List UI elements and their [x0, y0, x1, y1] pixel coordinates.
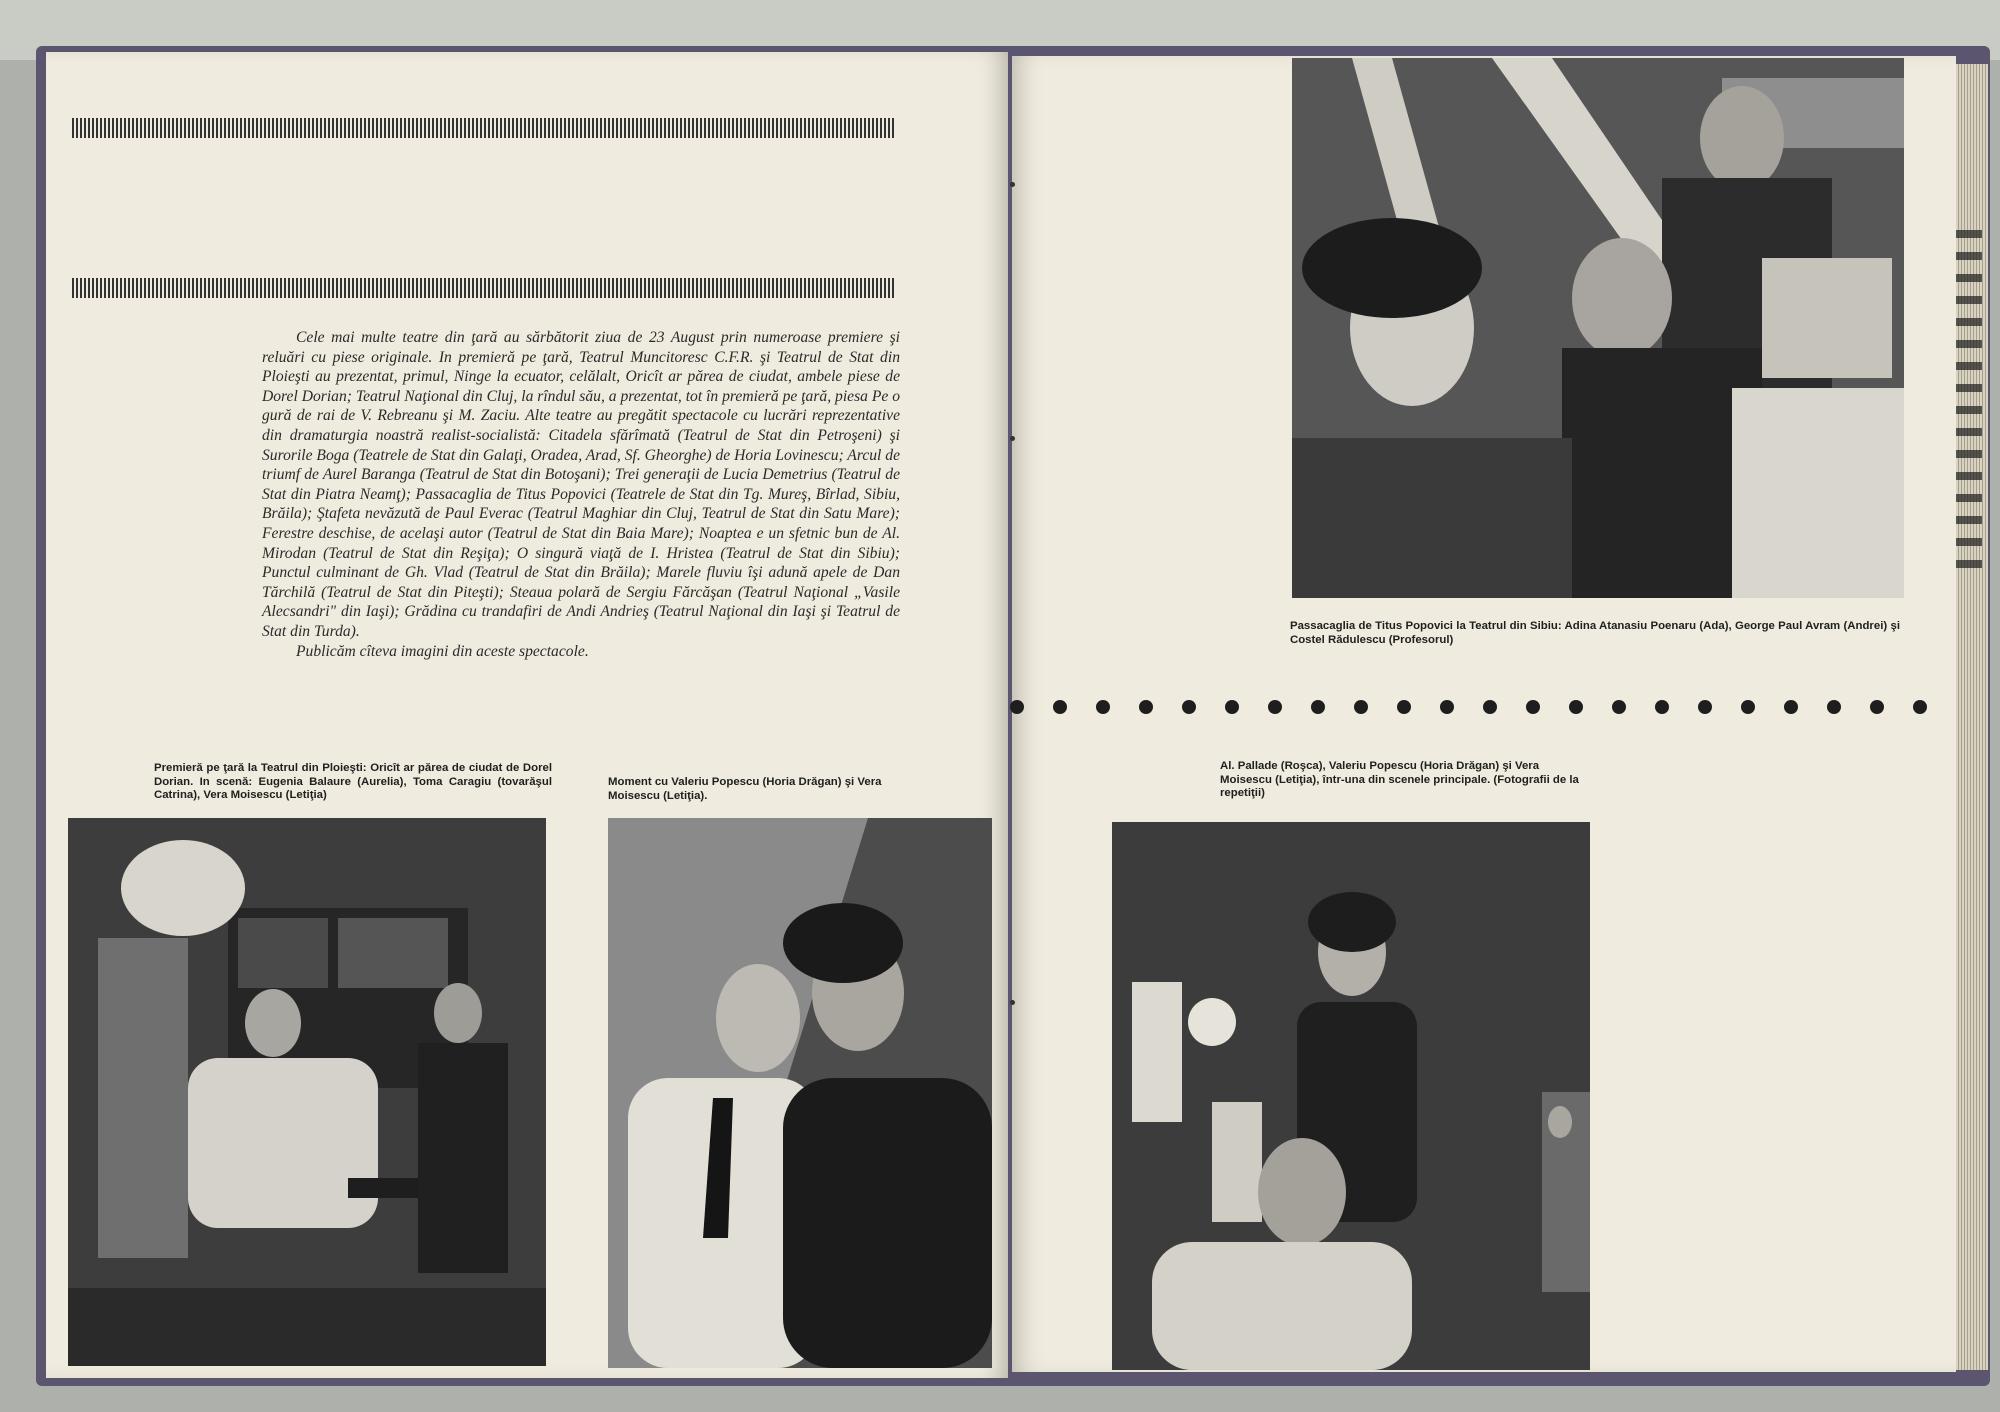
separator-dot	[1698, 700, 1712, 714]
separator-dot	[1096, 700, 1110, 714]
gutter-mark	[1010, 1000, 1015, 1005]
separator-dot	[1053, 700, 1067, 714]
caption-pallade: Al. Pallade (Roşca), Valeriu Popescu (Horia Drăgan) şi Vera Moisescu (Letiţia), într-una din scenele principale. (Fotografii de la repetiţii)	[1220, 760, 1579, 800]
page-edge-marks	[1956, 230, 1982, 570]
separator-dot	[1569, 700, 1583, 714]
separator-dot	[1311, 700, 1325, 714]
title-rule-top	[72, 118, 894, 138]
separator-dot	[1483, 700, 1497, 714]
separator-dot	[1741, 700, 1755, 714]
separator-dot	[1397, 700, 1411, 714]
separator-dot	[1139, 700, 1153, 714]
separator-dot	[1268, 700, 1282, 714]
separator-dot	[1612, 700, 1626, 714]
intro-closing: Publicăm cîteva imagini din aceste spectacole.	[296, 642, 589, 660]
separator-dot	[1440, 700, 1454, 714]
intro-paragraph: Cele mai multe teatre din ţară au sărbătorit ziua de 23 August prin numeroase premiere şi reluări cu piese originale. In premieră pe ţară, Teatrul Muncitoresc C.F.R. şi Teatrul de Stat din Ploieşti au prezentat, primul, Ninge la ecuator, celălalt, Oricît ar părea de ciudat, ambele piese de Dorel Dorian; Teatrul Naţional din Cluj, la rîndul său, a prezentat, tot în premieră pe ţară, piesa Pe o gură de rai de V. Rebreanu şi M. Zaciu. Alte teatre au pregătit spectacole cu lucrări reprezentative din dramaturgia noastră realist-socialistă: Citadela sfărîmată (Teatrul de Stat din Petroşeni) şi Surorile Boga (Teatrele de Stat din Galaţi, Oradea, Arad, Sf. Gheorghe) de Horia Lovinescu; Arcul de triumf de Aurel Baranga (Teatrul de Stat din Botoşani); Trei generaţii de Lucia Demetrius (Teatrul de Stat din Piatra Neamţ); Passacaglia de Titus Popovici (Teatrele de Stat din Tg. Mureş, Bîrlad, Sibiu, Brăila); Ştafeta nevăzută de Paul Everac (Teatrul Maghiar din Cluj, Teatrul de Stat din Satu Mare); Ferestre deschise, de acelaşi autor (Teatrul de Stat din Baia Mare); Noaptea e un sfetnic bun de Al. Mirodan (Teatrul de Stat din Reşiţa); O singură viaţă de I. Hristea (Teatrul de Stat din Sibiu); Punctul culminant de Gh. Vlad (Teatrul de Stat din Brăila); Marele fluviu îşi adună apele de Dan Tărchilă (Teatrul de Stat din Piteşti); Steaua polară de Sergiu Fărcăşan (Teatrul Naţional „Vasile Alecsandri" din Iaşi); Grădina cu trandafiri de Andi Andrieş (Teatrul Naţional din Iaşi şi Teatrul de Stat din Turda).	[262, 329, 900, 640]
caption-premiera: Premieră pe ţară la Teatrul din Ploieşti: Oricît ar părea de ciudat de Dorel Dorian. In scenă: Eugenia Balaure (Aurelia), Toma Caragiu (tovarăşul Catrina), Vera Moisescu (Letiţia)	[154, 762, 552, 802]
separator-dot	[1225, 700, 1239, 714]
photo-pallade-scene	[1112, 822, 1590, 1370]
photo-moment-scene	[608, 818, 992, 1368]
separator-dot	[1526, 700, 1540, 714]
separator-dot	[1870, 700, 1884, 714]
caption-moment: Moment cu Valeriu Popescu (Horia Drăgan) şi Vera Moisescu (Letiţia).	[608, 776, 882, 802]
caption-passacaglia: Passacaglia de Titus Popovici la Teatrul din Sibiu: Adina Atanasiu Poenaru (Ada), George Paul Avram (Andrei) şi Costel Rădulescu (Profesorul)	[1290, 620, 1900, 646]
separator-dot	[1913, 700, 1927, 714]
separator-dot	[1010, 700, 1024, 714]
dotted-separator	[1010, 700, 1956, 716]
title-rule-bottom	[72, 278, 894, 298]
gutter-mark	[1010, 182, 1015, 187]
photo-passacaglia-scene	[1292, 58, 1904, 598]
separator-dot	[1182, 700, 1196, 714]
separator-dot	[1354, 700, 1368, 714]
photo-ploiesti-scene	[68, 818, 546, 1366]
gutter-mark	[1010, 436, 1015, 441]
separator-dot	[1784, 700, 1798, 714]
separator-dot	[1655, 700, 1669, 714]
intro-article	[262, 328, 900, 661]
separator-dot	[1827, 700, 1841, 714]
